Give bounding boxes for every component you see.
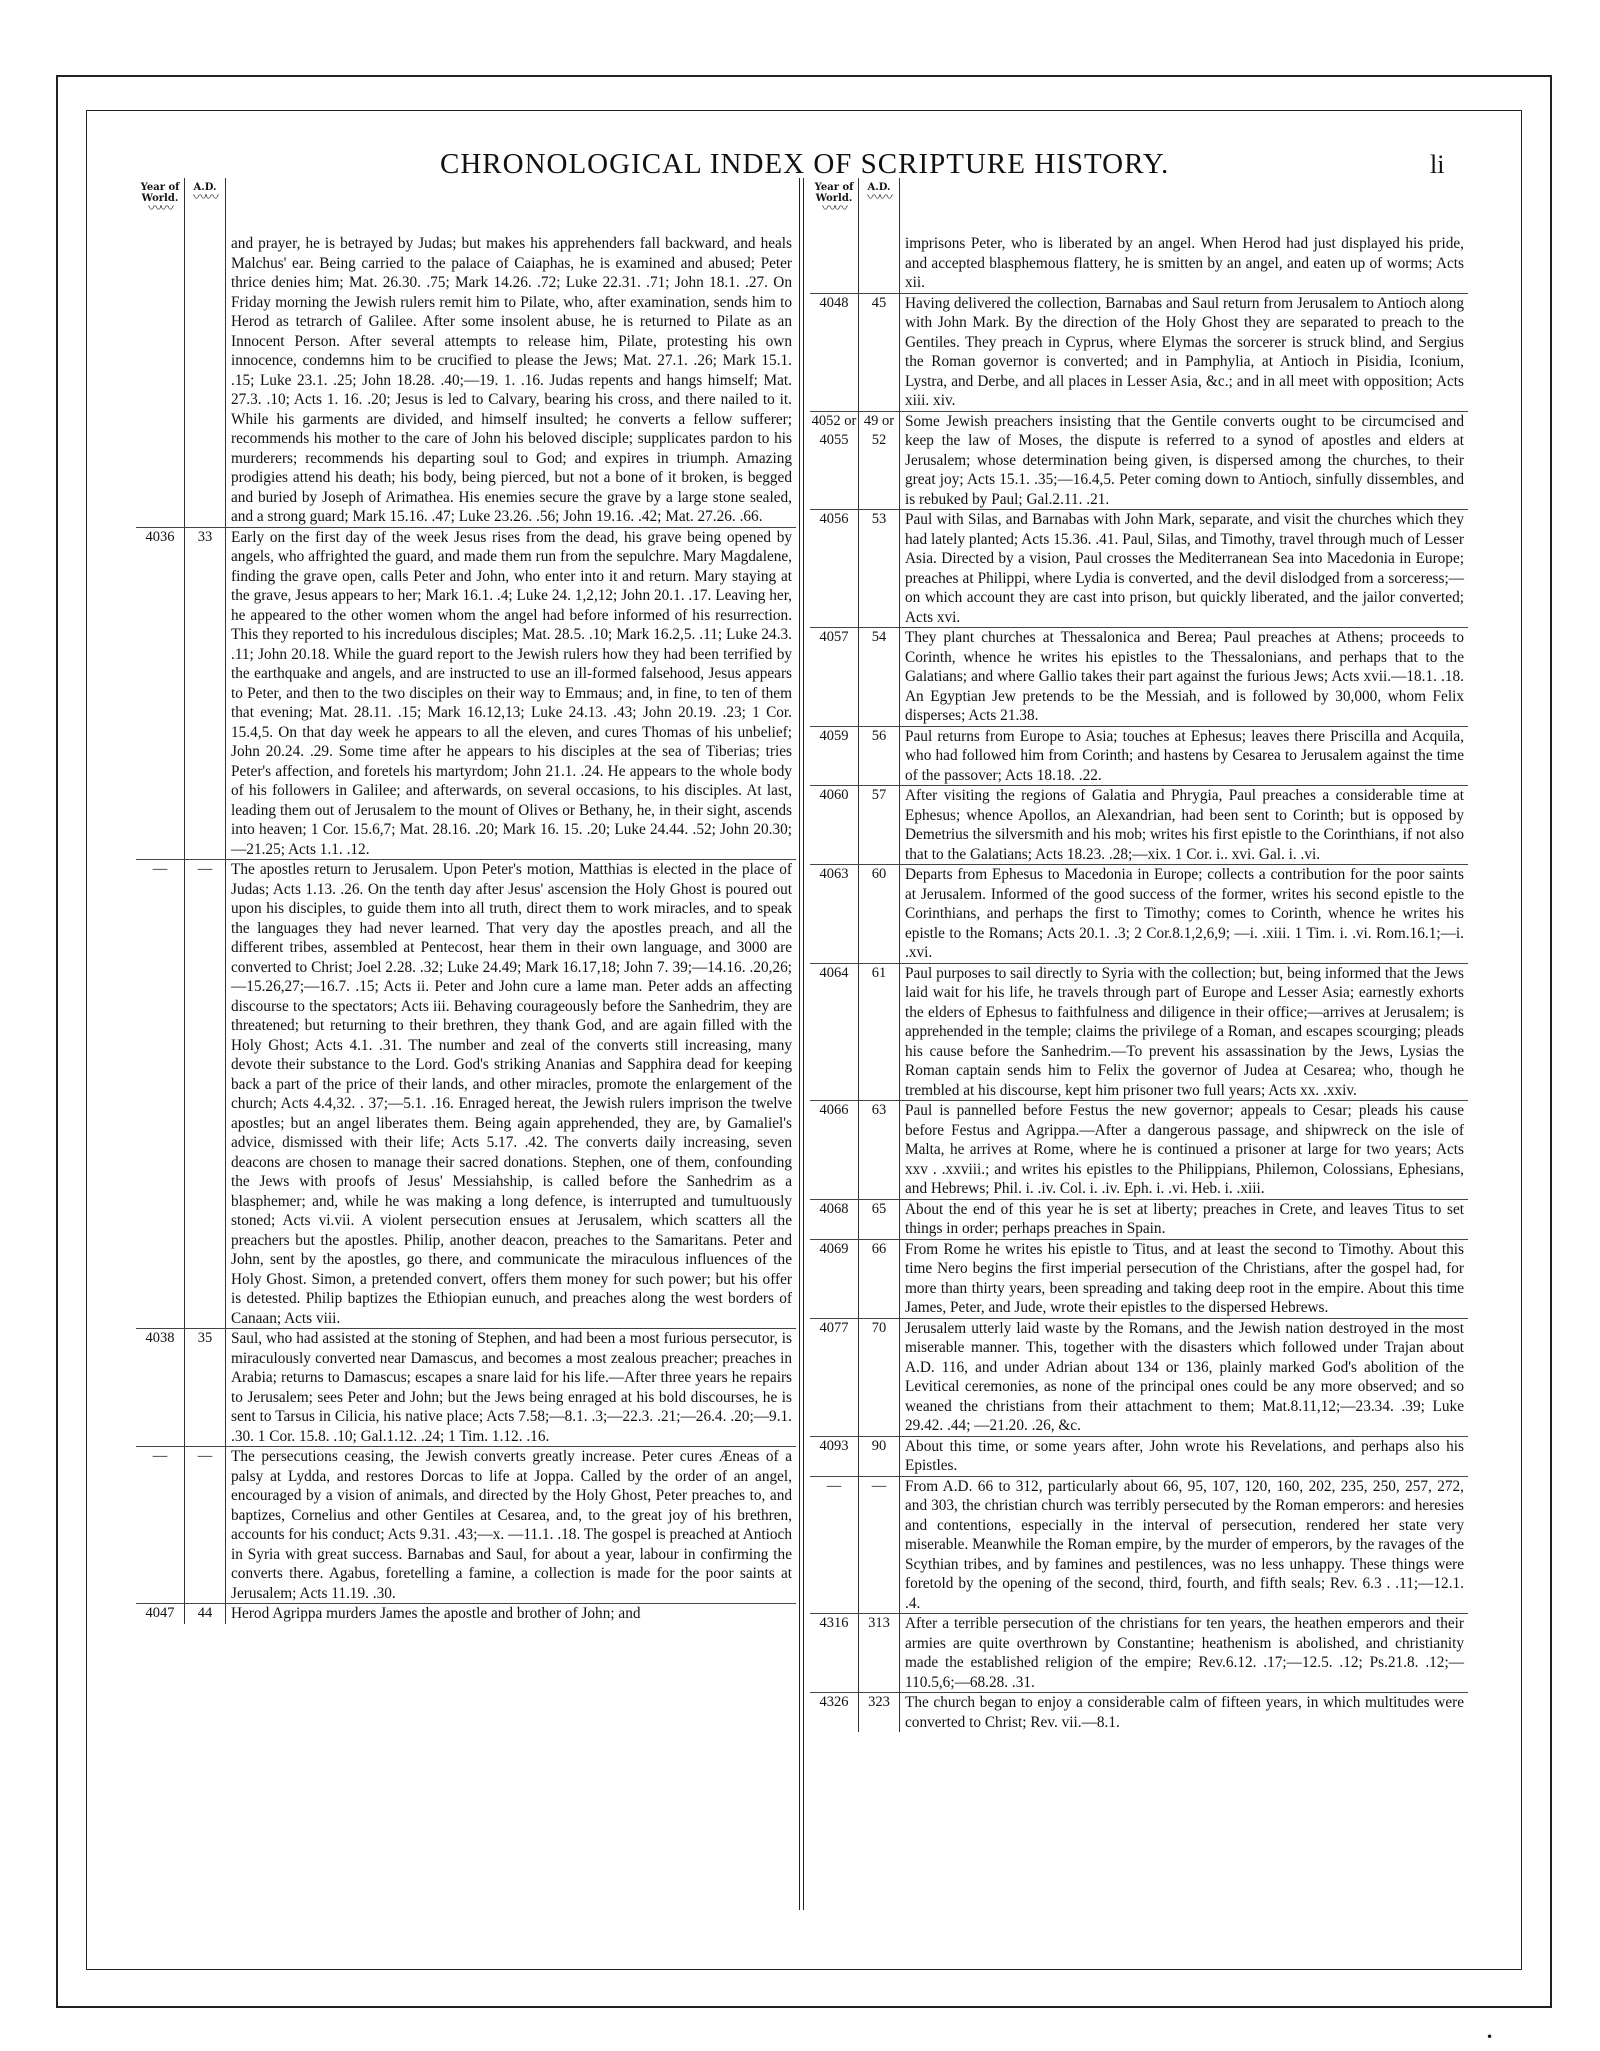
page-title: CHRONOLOGICAL INDEX OF SCRIPTURE HISTORY. [440,148,1170,180]
entry-text: Saul, who had assisted at the stoning of Stephen, and had been a most furious persecutor, is miraculously converted near Damascus, and becomes a most zealous preacher; preaches in Arabia; returns to Damascus; escapes a snare laid for his life.—After three years he repairs to Jerusalem; sees Peter and John; but the Jews being enraged at his bold discourses, he is sent to Tarsus in Cilicia, his native place; Acts 7.58;—8.1. .3;—22.3. .21;—26.4. .20;—9.1. .30. 1 Cor. 15.8. .10; Gal.1.12. .24; 1 Tim. 1.12. .16. [231,1330,792,1445]
chronology-entry [810,1477,1468,1615]
entry-anno-domini: 70 [859,1319,900,1436]
entry-anno-domini: 60 [859,865,900,963]
chronology-entry [810,1693,1468,1732]
chronology-entry [136,234,796,528]
entry-year-of-world: 4064 [810,964,859,1101]
entry-anno-domini: 66 [859,1240,900,1318]
chronology-entry [810,1200,1468,1240]
chronology-entry [810,727,1468,787]
entry-year-of-world: 4059 [810,727,859,786]
entry-anno-domini: — [185,1447,226,1603]
column-divider-inner [803,178,804,1910]
chronology-entry [136,1329,796,1447]
chronology-entry [810,234,1468,294]
entry-anno-domini: 35 [185,1329,226,1446]
entry-year-of-world: — [810,1477,859,1614]
entry-text: Herod Agrippa murders James the apostle and brother of John; and [231,1605,641,1622]
entry-text: Jerusalem utterly laid waste by the Romans, and the Jewish nation destroyed in the most miserable manner. This, together with the disasters which followed under Trajan about A.D. 116, and under Adrian about 134 or 136, plainly marked God's abolition of the Levitical ceremonies, as none of the principal ones could be any more observed; and so weaned the christians from their attachment to them; Mat.8.11,12;—23.34. .39; Luke 29.42. .44; —21.20. .26, &c. [905,1319,1464,1434]
entry-year-of-world: — [136,1447,185,1603]
entry-anno-domini: 63 [859,1101,900,1199]
ad-header-label: A.D. [193,182,217,193]
entry-anno-domini: 61 [859,964,900,1101]
entry-text: Paul with Silas, and Barnabas with John Mark, separate, and visit the churches which they had lately planted; Acts 15.36. .41. Paul, Silas, and Timothy, travel through much of Lesser Asia. Directed by a vision, Paul crosses the Mediterranean Sea into Macedonia in Europe; preaches at Philippi, where Lydia is converted, and the devil dislodged from a sorceress;—on which account they are cast into prison, but quickly liberated, and the jailor converted; Acts xvi. [905,511,1464,626]
left-column [136,178,796,1910]
column-divider [799,178,800,1910]
entry-text: After a terrible persecution of the christians for ten years, the heathen emperors and their armies are quite overthrown by Constantine; heathenism is abolished, and christianity made the established religion of the empire; Rev.6.12. .17;—12.5. .12; Ps.21.8. .12;—110.5,6;—68.28. .31. [905,1615,1464,1691]
squiggle-divider: 〰〰 [822,201,846,217]
entry-anno-domini: 44 [185,1604,226,1624]
entry-text: Some Jewish preachers insisting that the Gentile converts ought to be circumcised and keep the law of Moses, the dispute is referred to a synod of apostles and elders at Jerusalem; whose determination being given, is dispersed among the churches, to their great joy; Acts 15.1. .35;—16.4,5. Peter coming down to Antioch, sinfully dissembles, and is rebuked by Paul; Gal.2.11. .21. [905,412,1464,508]
chronology-entry [136,860,796,1329]
entry-anno-domini: — [859,1477,900,1614]
entry-year-of-world: 4052 or 4055 [810,412,859,510]
year-header-label: Year of World. [814,182,854,204]
entry-year-of-world: — [136,860,185,1328]
entry-text: Early on the first day of the week Jesus rises from the dead, his grave being opened by angels, who affrighted the guard, and made them run from the sepulchre. Mary Magdalene, finding the grave open, calls Peter and John, who enter into it and return. Mary staying at the grave, Jesus appears to her; Mark 16.1. .4; Luke 24. 1,2,12; John 20.1. .17. Leaving her, he appeared to the other women whom the angel had before informed of his resurrection. This they reported to his incredulous disciples; Mat. 28.5. .10; Mark 16.2,5. .11; Luke 24.3. .11; John 20.18. While the guard report to the Jewish rulers how they had been terrified by the earthquake and angels, and are instructed to use an ill-formed falsehood, Jesus appears to Peter, and then to the two disciples on their way to Emmaus; and, in fine, to ten of them that evening; Mat. 28.11. .15; Mark 16.12,13; Luke 24.13. .43; John 20.19. .23; 1 Cor. 15.4,5. On that day week he appears to all the eleven, and cures Thomas of his unbelief; John 20.24. .29. Some time after he appears to his disciples at the sea of Tiberias; tries Peter's affection, and foretels his martyrdom; John 21.1. .24. He appears to the whole body of his followers in Galilee; and afterwards, on several occasions, to his disciples. At last, leading them out of Jerusalem to the mount of Olives or Bethany, he, in their sight, ascends into heaven; 1 Cor. 15.6,7; Mat. 28.16. .20; Mark 16. 15. .20; Luke 24.44. .52; John 20.30;—21.25; Acts 1.1. .12. [231,528,792,858]
chronology-entry [810,294,1468,412]
chronology-entry [136,1447,796,1604]
entry-year-of-world: 4048 [810,294,859,411]
squiggle-divider: 〰〰 [148,201,172,217]
chronology-entry [136,528,796,861]
entry-text: About the end of this year he is set at liberty; preaches in Crete, and leaves Titus to set things in order; perhaps preaches in Spain. [905,1200,1464,1237]
chronology-entry [810,1437,1468,1477]
entry-text: About this time, or some years after, John wrote his Revelations, and perhaps also his Epistles. [905,1437,1464,1474]
right-column-header [810,178,1468,234]
chronology-entry [136,1604,796,1624]
entry-text: Having delivered the collection, Barnabas and Saul return from Jerusalem to Antioch along with John Mark. By the direction of the Holy Ghost they are separated to preach to the Gentiles. They preach in Cyprus, where Elymas the sorcerer is struck blind, and Sergius the Roman governor is converted; and in Pamphylia, at Antioch in Pisidia, Iconium, Lystra, and Derbe, and all places in Lesser Asia, &c.; and in all meet with opposition; Acts xiii. xiv. [905,294,1464,409]
chronology-entry [810,1319,1468,1437]
chronology-entry [810,412,1468,511]
entry-text: Paul returns from Europe to Asia; touches at Ephesus; leaves there Priscilla and Acquila, who had followed him from Corinth; and hastens by Cesarea to Jerusalem against the time of the passover; Acts 18.18. .22. [905,727,1464,784]
entry-year-of-world: 4069 [810,1240,859,1318]
left-entries-list [136,234,796,1624]
entry-text: The apostles return to Jerusalem. Upon Peter's motion, Matthias is elected in the place of Judas; Acts 1.13. .26. On the tenth day after Jesus' ascension the Holy Ghost is poured out upon his disciples, to guide them into all truth, direct them to work miracles, and to speak the languages they had never learned. That very day the apostles preach, and all the different tribes, assembled at Pentecost, hear them in their own language, and 3000 are converted to Christ; Joel 2.28. .32; Luke 24.49; Mark 16.17,18; John 7. 39;—14.16. .20,26;—15.26,27;—16.7. .15; Acts ii. Peter and John cure a lame man. Peter adds an affecting discourse to the spectators; Acts iii. Behaving courageously before the Sanhedrim, they are threatened; but returning to their brethren, they thank God, and are again filled with the Holy Ghost; Acts 4.1. .31. The number and zeal of the converts still increasing, many devote their substance to the Lord. God's striking Ananias and Sapphira dead for keeping back a part of the price of their lands, and other miracles, promote the enlargement of the church; Acts 4.4,32. . 37;—5.1. .16. Enraged hereat, the Jewish rulers imprison the twelve apostles; but an angel liberates them. Being again apprehended, they are, by Gamaliel's advice, dismissed with their life; Acts 5.17. .42. The converts daily increasing, seven deacons are chosen to manage their sacred donations. Stephen, one of them, confounding the Jews with proofs of Jesus' Messiahship, is called before the Sanhedrim as a blasphemer; and, while he was making a long defence, is interrupted and tumultuously stoned; Acts vi.vii. A violent persecution ensues at Jerusalem, which scatters all the preachers but the apostles. Philip, another deacon, preaches to the Samaritans. Peter and John, sent by the apostles, go there, and communicate the miraculous influences of the Holy Ghost. Simon, a pretended convert, offers them money for such power; but his offer is detested. Philip baptizes the Ethiopian eunuch, and preaches along the west borders of Canaan; Acts viii. [231,861,792,1327]
chronology-entry [810,865,1468,964]
entry-text: Departs from Ephesus to Macedonia in Europe; collects a contribution for the poor saints at Jerusalem. Informed of the good success of the former, writes his second epistle to the Corinthians, and perhaps the first to Timothy; comes to Corinth, whence he writes his epistle to the Romans; Acts 20.1. .3; 2 Cor.8.1,2,6,9; —i. .xiii. 1 Tim. i. .vi. Rom.16.1;—i. .xvi. [905,866,1464,961]
entry-text: and prayer, he is betrayed by Judas; but makes his apprehenders fall backward, and heals Malchus' ear. Being carried to the palace of Caiaphas, he is examined and abused; Peter thrice denies him; Mat. 26.30. .75; Mark 14.26. .72; Luke 22.31. .71; John 18.1. .27. On Friday morning the Jewish rulers remit him to Pilate, who, after examination, sends him to Herod as tetrarch of Galilee. After some insolent abuse, he is returned to Pilate as an Innocent Person. After several attempts to release him, Pilate, protesting his own innocence, condemns him to be crucified to please the Jews; Mat. 27.1. .26; Mark 15.1. .15; Luke 23.1. .25; John 18.28. .40;—19. 1. .16. Judas repents and hangs himself; Mat. 27.3. .10; Acts 1. 16. .20; Jesus is led to Calvary, bearing his cross, and there nailed to it. While his garments are divided, and himself insulted; he converts a fellow sufferer; recommends his mother to the care of John his beloved disciple; supplicates pardon to his murderers; recommends his departing soul to God; and expires in triumph. Amazing prodigies attend his death; his body, being pierced, but not a bone of it broken, is begged and buried by Joseph of Arimathea. His enemies secure the grave by a large stone sealed, and a strong guard; Mark 15.16. .47; Luke 23.26. .56; John 19.16. .42; Mat. 27.26. .66. [231,235,792,525]
entry-year-of-world: 4057 [810,628,859,726]
entry-year-of-world: 4066 [810,1101,859,1199]
right-column [810,178,1468,1910]
year-of-world-header [136,178,185,234]
entry-anno-domini: 65 [859,1200,900,1239]
entry-year-of-world: 4038 [136,1329,185,1446]
entry-anno-domini: 57 [859,786,900,864]
entry-text: After visiting the regions of Galatia and Phrygia, Paul preaches a considerable time at Ephesus; whence Apollos, an Alexandrian, had been sent to Corinth; but is opposed by Demetrius the silversmith and his mob; writes his first epistle to the Corinthians, if not also that to the Galatians; Acts 18.23. .28;—xix. 1 Cor. i.. xvi. Gal. i. .vi. [905,787,1464,863]
entry-anno-domini [859,234,900,293]
entry-year-of-world: 4036 [136,528,185,860]
entry-year-of-world: 4326 [810,1693,859,1732]
entry-year-of-world [810,234,859,293]
entry-year-of-world: 4077 [810,1319,859,1436]
squiggle-divider: 〰〰 [867,190,891,206]
ad-header [185,178,226,234]
entry-year-of-world: 4056 [810,510,859,627]
chronology-entry [810,510,1468,628]
entry-year-of-world: 4060 [810,786,859,864]
entry-text: Paul purposes to sail directly to Syria with the collection; but, being informed that the Jews laid wait for his life, he travels through part of Europe and Lesser Asia; earnestly exhorts the elders of Ephesus to faithfulness and diligence in their office;—arrives at Jerusalem; is apprehended in the temple; claims the privilege of a Roman, and escapes scourging; pleads his cause before the Sanhedrim.—To prevent his assassination by the Jews, Lysias the Roman captain sends him to Felix the governor of Judea at Cesarea; who, though he trembled at his discourse, kept him prisoner two full years; Acts xx. .xxiv. [905,964,1464,1099]
ad-header-label: A.D. [867,182,891,193]
squiggle-divider: 〰〰 [193,190,217,206]
year-of-world-header [810,178,859,234]
entry-text: They plant churches at Thessalonica and Berea; Paul preaches at Athens; proceeds to Corinth, whence he writes his epistles to the Thessalonians, and perhaps that to the Galatians; and where Gallio takes their part against the furious Jews; Acts xvii.—18.1. .18. An Egyptian Jew pretends to be the Messiah, and is followed by 30,000, whom Felix disperses; Acts 21.38. [905,629,1464,724]
chronology-entry [810,1614,1468,1693]
ad-header [859,178,900,234]
chronology-entry [810,628,1468,727]
entry-anno-domini: 45 [859,294,900,411]
chronology-entry [810,786,1468,865]
entry-year-of-world: 4316 [810,1614,859,1692]
entry-year-of-world: 4093 [810,1437,859,1476]
entry-anno-domini: 54 [859,628,900,726]
entry-anno-domini: 49 or 52 [859,412,900,510]
entry-year-of-world [136,234,185,527]
entry-anno-domini: 56 [859,727,900,786]
entry-text: The church began to enjoy a considerable calm of fifteen years, in which multitudes were converted to Christ; Rev. vii.—8.1. [905,1694,1464,1731]
entry-year-of-world: 4063 [810,865,859,963]
year-header-label: Year of World. [140,182,180,204]
chronology-entry [810,1240,1468,1319]
entry-anno-domini: 90 [859,1437,900,1476]
entry-anno-domini: — [185,860,226,1328]
entry-text: The persecutions ceasing, the Jewish converts greatly increase. Peter cures Æneas of a palsy at Lydda, and restores Dorcas to life at Joppa. Called by the order of an angel, encouraged by a vision of animals, and directed by the Holy Ghost, Peter preaches to, and baptizes, Cornelius and other Gentiles at Cesarea, and, to the great joy of his brethren, accounts for his conduct; Acts 9.31. .43;—x. —11.1. .18. The gospel is preached at Antioch in Syria with great success. Barnabas and Saul, for about a year, labour in confirming the converts there. Agabus, foretelling a famine, a collection is made for the poor saints at Jerusalem; Acts 11.19. .30. [231,1448,792,1602]
chronology-entry [810,1101,1468,1200]
left-column-header [136,178,796,234]
entry-anno-domini: 53 [859,510,900,627]
footer-mark: • [1486,2030,1494,2044]
page-number: li [1430,150,1445,179]
entry-anno-domini: 323 [859,1693,900,1732]
right-entries-list [810,234,1468,1732]
entry-text: From Rome he writes his epistle to Titus, and at least the second to Timothy. About this time Nero begins the first imperial persecution of the Christians, after the gospel had, for more than thirty years, been spreading and taking deep root in the empire. About this time James, Peter, and Jude, wrote their epistles to the dispersed Hebrews. [905,1240,1464,1316]
entry-year-of-world: 4068 [810,1200,859,1239]
chronology-entry [810,964,1468,1102]
entry-anno-domini: 313 [859,1614,900,1692]
entry-anno-domini: 33 [185,528,226,860]
entry-year-of-world: 4047 [136,1604,185,1624]
entry-text: From A.D. 66 to 312, particularly about 66, 95, 107, 120, 160, 202, 235, 250, 257, 272, and 303, the christian church was terribly persecuted by the Roman emperors: and heresies and contentions, especially in the interval of persecution, rendered her state very miserable. Meanwhile the Roman empire, by the murder of emperors, by the ravages of the Scythian tribes, and by famines and pestilences, was no less unhappy. These things were foretold by the opening of the second, third, fourth, and fifth seals; Rev. 6.3 . .11;—12.1. .4. [905,1477,1464,1612]
entry-anno-domini [185,234,226,527]
entry-text: imprisons Peter, who is liberated by an angel. When Herod had just displayed his pride, and accepted blasphemous flattery, he is smitten by an angel, and eaten up of worms; Acts xii. [905,235,1464,291]
entry-text: Paul is pannelled before Festus the new governor; appeals to Cesar; pleads his cause before Festus and Agrippa.—After a dangerous passage, and shipwreck on the isle of Malta, he arrives at Rome, where he is continued a prisoner at large for two years; Acts xxv . .xxviii.; and writes his epistles to the Philippians, Philemon, Colossians, Ephesians, and Hebrews; Phil. i. .iv. Col. i. .iv. Eph. i. .vi. Heb. i. .xiii. [905,1102,1464,1197]
